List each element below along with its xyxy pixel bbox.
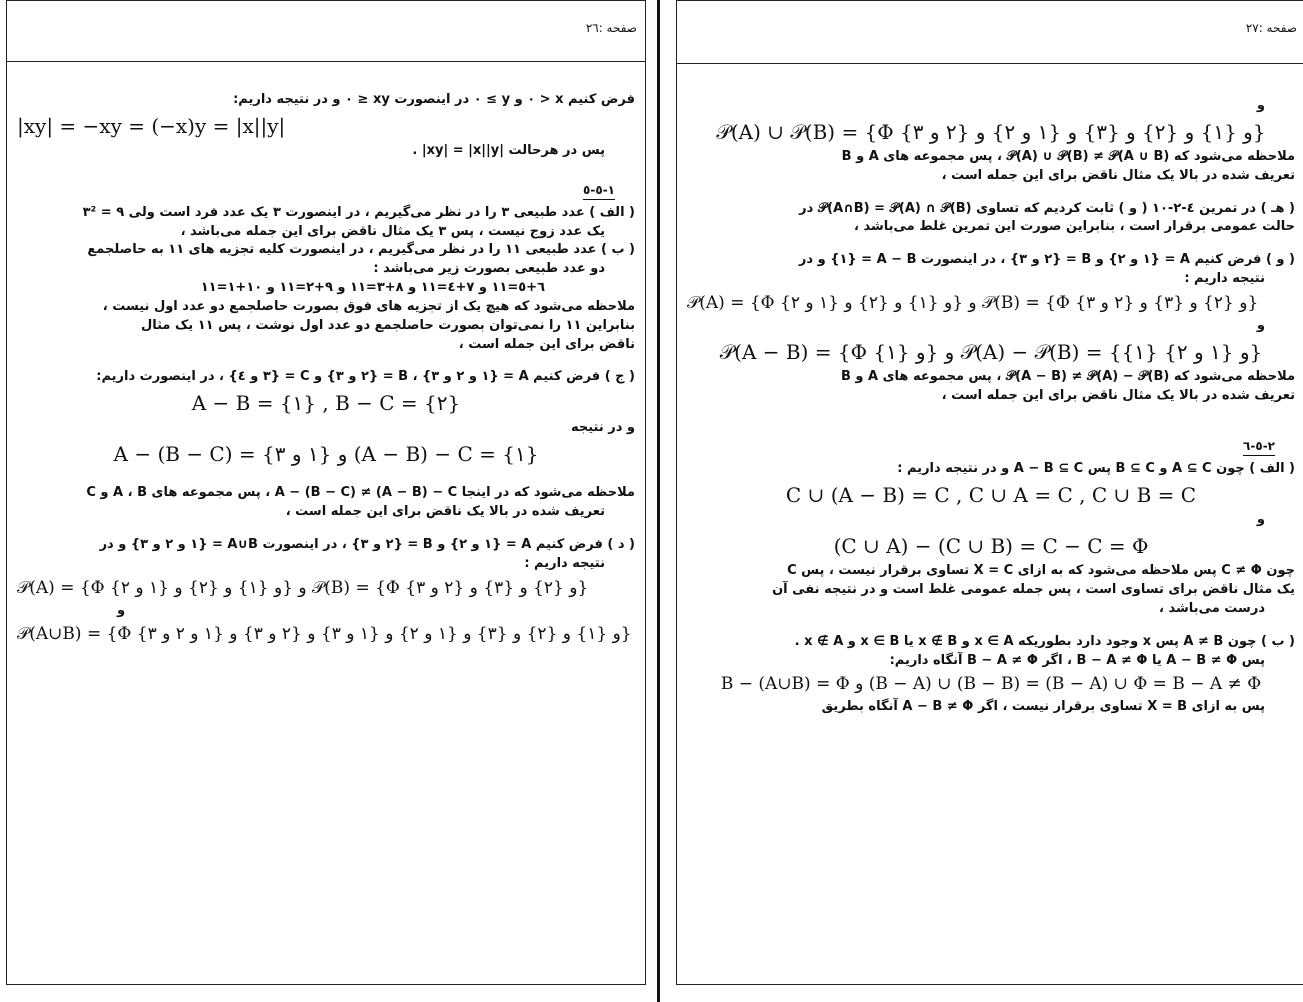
text-line: پس به ازای X = B تساوی برقرار نیست ، اگر A − B ≠ Φ آنگاه بطریق <box>821 699 1265 715</box>
section-number: ١-٥-٥ <box>7 175 645 204</box>
math-line: |xy| = −xy = (−x)y = |x||y| <box>17 113 286 138</box>
text-line: و <box>1256 317 1265 333</box>
math-line: 𝒫(A∪B) = {Φ و {١} و {٢} و {٣} و {١ و ٢} و {١ و ٣} و {٢ و ٣} و {١ و ٢ و ٣}} <box>17 624 632 645</box>
text-line: تعریف شده در بالا یک مثال ناقض برای این جمله است ، <box>941 387 1295 403</box>
math-line: 𝒫(A) ∪ 𝒫(B) = {Φ و {١} و {٢} و {٣} و {١ و ٢} و {٢ و ٣}} <box>716 119 1266 144</box>
text-line: پس در هرحالت |xy| = |x||y| . <box>412 142 605 158</box>
text-line: نتیجه داریم : <box>524 555 605 571</box>
math-line: 𝒫(A) = {Φ و {١} و {٢} و {١ و ٢}} و 𝒫(B) = {Φ و {٢} و {٣} و {٢ و ٣}} <box>687 292 1259 313</box>
text-line: چون C ≠ Φ پس ملاحظه می‌شود که به ازای X = C تساوی برقرار نیست ، پس C <box>787 563 1295 579</box>
text-line: حالت عمومی برقرار است ، بنابراین صورت این تمرین غلط می‌باشد ، <box>853 219 1295 235</box>
text-line: ٦+٥=١١ و ٧+٤=١١ و ٨+٣=١١ و ٩+٢=١١ و ١٠+١=١١ <box>200 280 545 296</box>
text-line: و <box>117 602 126 618</box>
text-line: تعریف شده در بالا یک مثال ناقض برای این جمله است ، <box>941 167 1295 183</box>
text-line: بنابراین ١١ را نمی‌توان بصورت حاصلجمع دو عدد اول نوشت ، پس ١١ یک مثال <box>140 317 635 333</box>
math-line: 𝒫(A) = {Φ و {١} و {٢} و {١ و ٢}} و 𝒫(B) = {Φ و {٢} و {٣} و {٢ و ٣}} <box>17 577 589 598</box>
text-line: و در نتیجه <box>570 420 635 436</box>
page-number: صفحه :٢٦ <box>585 21 637 35</box>
math-line: A − (B − C) = {١ و ٣} و (A − B) − C = {١} <box>113 442 539 467</box>
math-line: 𝒫(A − B) = {Φ و {١}} و 𝒫(A) − 𝒫(B) = {{١} و {١ و ٢}} <box>719 339 1263 364</box>
text-line: یک عدد زوج نیست ، پس ٣ یک مثال ناقض برای این جمله می‌باشد ، <box>180 223 605 239</box>
text-line: ملاحظه می‌شود که در اینجا A − (B − C) ≠ (A − B) − C ، پس مجموعه های A ، B و C <box>86 485 635 501</box>
text-line: ( هـ ) در تمرین ٤-٢-١٠ ( و ) ثابت کردیم که تساوی 𝒫(A∩B) = 𝒫(A) ∩ 𝒫(B) در <box>799 200 1295 216</box>
page-body <box>7 91 645 648</box>
text-line: ( و ) فرض کنیم A = {١ و ٢} و B = {٢ و ٣} ، در اینصورت A − B = {١} و در <box>798 252 1295 268</box>
section-number: ٢-٥-٦ <box>677 431 1303 460</box>
text-line: ( ب ) چون A ≠ B پس x وجود دارد بطوریکه x ∈ A و x ∉ B یا x ∈ B و x ∉ A . <box>794 633 1295 649</box>
text-line: ملاحظه می‌شود که 𝒫(A − B) ≠ 𝒫(A) − 𝒫(B) ، پس مجموعه های A و B <box>840 368 1295 384</box>
page-body <box>677 97 1303 717</box>
text-line: ( الف ) عدد طبیعی ٣ را در نظر می‌گیریم ، در اینصورت ٣ یک عدد فرد است ولی ٩ = ٣² <box>82 204 635 220</box>
text-line: درست می‌باشد ، <box>1159 600 1265 616</box>
text-line: یک مثال ناقض برای تساوی است ، پس جمله عمومی غلط است و در نتیجه نفی آن <box>772 581 1295 597</box>
text-line: ناقض برای این جمله است ، <box>458 336 635 352</box>
text-line: دو عدد طبیعی بصورت زیر می‌باشد : <box>373 261 605 277</box>
math-line: B − (A∪B) = Φ و (B − A) ∪ (B − B) = (B − A) ∪ Φ = B − A ≠ Φ <box>720 674 1262 695</box>
page-27 <box>676 0 1303 985</box>
page-divider <box>657 0 660 1002</box>
text-line: ملاحظه می‌شود که هیچ یک از تجزیه های فوق بصورت حاصلجمع دو عدد اول نیست ، <box>102 298 635 314</box>
math-line: (C ∪ A) − (C ∪ B) = C − C = Φ <box>833 534 1149 559</box>
text-line: فرض کنیم x < ٠ و y ≥ ٠ در اینصورت xy ≤ ٠ و در نتیجه داریم: <box>233 92 635 107</box>
page-header <box>7 1 645 62</box>
math-line: C ∪ (A − B) = C , C ∪ A = C , C ∪ B = C <box>785 483 1197 508</box>
text-line: ( الف ) چون A ⊆ C و B ⊆ C پس A − B ⊆ C و در نتیجه داریم : <box>897 461 1295 477</box>
text-line: نتیجه داریم : <box>1184 271 1265 287</box>
text-line: ( ب ) عدد طبیعی ١١ را در نظر می‌گیریم ، در اینصورت کلیه تجزیه های ١١ به حاصلجمع <box>87 242 635 258</box>
text-line: و <box>1256 98 1265 113</box>
text-line: ( د ) فرض کنیم A = {١ و ٢} و B = {٢ و ٣} ، در اینصورت A∪B = {١ و ٢ و ٣} و در <box>99 536 635 552</box>
page-26 <box>6 0 646 985</box>
page-number: صفحه :٢٧ <box>1245 21 1297 35</box>
text-line: و <box>1256 512 1265 528</box>
math-line: A − B = {١} , B − C = {٢} <box>191 391 461 416</box>
text-line: تعریف شده در بالا یک ناقض برای این جمله است ، <box>285 503 605 519</box>
text-line: ملاحظه می‌شود که 𝒫(A) ∪ 𝒫(B) ≠ 𝒫(A ∪ B) ، پس مجموعه های A و B <box>841 148 1295 164</box>
page-header <box>677 1 1303 64</box>
text-line: پس A − B ≠ Φ یا B − A ≠ Φ ، اگر B − A ≠ Φ آنگاه داریم: <box>889 652 1265 668</box>
text-line: ( ج ) فرض کنیم A = {١ و ٢ و ٣} ، B = {٢ و ٣} و C = {٣ و ٤} ، در اینصورت داریم: <box>96 369 635 385</box>
